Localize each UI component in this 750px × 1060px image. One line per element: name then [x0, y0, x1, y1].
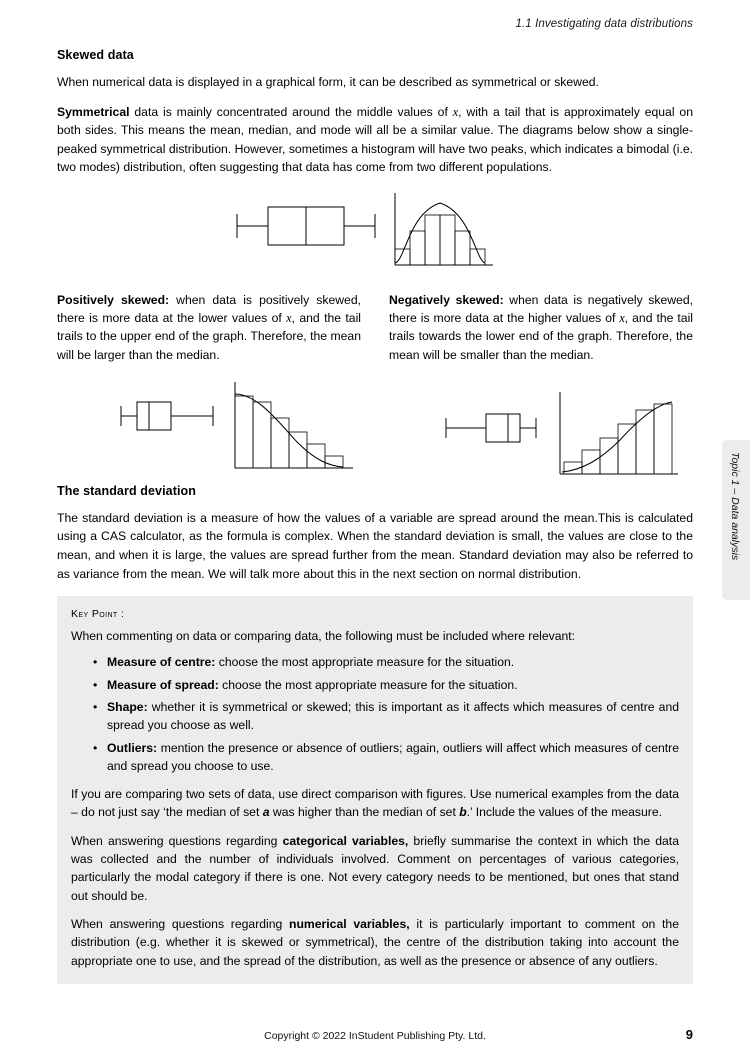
- key-point-bullet-list: [71, 653, 679, 775]
- categorical-variables-term: categorical variables,: [282, 833, 409, 848]
- bullet-lead: Outliers:: [107, 740, 158, 755]
- bullet-text: whether it is symmetrical or skewed; this is important as it affects which measures of centre and spread you choose as well.: [107, 700, 679, 733]
- list-item: [107, 653, 679, 671]
- copyright-notice: Copyright © 2022 InStudent Publishing Pty. Ltd.: [264, 1030, 486, 1042]
- negatively-skewed-column: [389, 291, 693, 364]
- numerical-text-2: it is particularly important to comment on the distribution (e.g. whether it is skewed or symmetrical), the centre of the distribution taking into account the appropriate one to use, and the spread of the distribution, as well as the presence or absence of any outliers.: [71, 916, 679, 968]
- positively-skewed-figure: [117, 374, 357, 478]
- categorical-text-1: When answering questions regarding: [71, 833, 283, 848]
- key-point-intro: When commenting on data or comparing data, the following must be included where relevant:: [71, 629, 576, 644]
- categorical-text-2: briefly summarise the context in which the data was collected and the number of individuals involved. Comment on percentages of various categories, particularly the modal category if there is one. Not every category needs to be mentioned, but ones that stand out should be.: [71, 833, 679, 903]
- positively-skewed-text-2: , and the tail trails to the upper end of the graph. Therefore, the mean will be larger than the median.: [57, 311, 361, 362]
- figure-skew-diagrams: [57, 374, 693, 484]
- bullet-lead: Measure of spread:: [107, 677, 219, 692]
- negatively-skewed-text-1: when data is negatively skewed, there is more data at the higher values of: [389, 292, 693, 326]
- page-content: [57, 48, 693, 984]
- paragraph-intro: When numerical data is displayed in a graphical form, it can be described as symmetrical or skewed.: [57, 75, 599, 89]
- skew-descriptions: [57, 291, 693, 364]
- page-number: 9: [685, 1027, 693, 1042]
- key-point-paragraph-comparison: [71, 785, 679, 822]
- comparison-set-a: a: [262, 805, 270, 820]
- bullet-text: choose the most appropriate measure for the situation.: [215, 655, 515, 670]
- negatively-skewed-lead: Negatively skewed:: [389, 292, 504, 307]
- bullet-text: mention the presence or absence of outliers; again, outliers will affect which measures of centre and spread you choose to use.: [107, 740, 679, 773]
- bullet-lead: Measure of centre:: [107, 655, 216, 670]
- list-item: [107, 698, 679, 735]
- key-point-box: [57, 596, 693, 984]
- side-tab-label: Topic 1 – Data analysis: [729, 452, 741, 561]
- negatively-skewed-variable: x: [619, 311, 625, 326]
- paragraph-symmetrical: [57, 103, 693, 177]
- positively-skewed-column: [57, 291, 361, 364]
- list-item: [107, 739, 679, 776]
- negatively-skewed-text-2: , and the tail trails towards the lower end of the graph. Therefore, the mean will be smaller than the median.: [389, 311, 693, 362]
- symmetrical-lead: Symmetrical: [57, 104, 130, 119]
- key-point-paragraph-numerical: [71, 915, 679, 970]
- negatively-skewed-paragraph: [389, 291, 693, 364]
- comparison-set-b: b: [459, 805, 467, 820]
- symmetrical-boxplot-figure: [234, 199, 378, 253]
- positively-skewed-lead: Positively skewed:: [57, 292, 170, 307]
- positively-skewed-paragraph: [57, 291, 361, 364]
- figure-symmetrical-distribution: [57, 191, 693, 275]
- bullet-lead: Shape:: [107, 700, 148, 714]
- symmetrical-histogram-figure: [387, 191, 499, 271]
- positively-skewed-variable: x: [286, 311, 292, 326]
- page-footer: [0, 1027, 750, 1042]
- bullet-text: choose the most appropriate measure for the situation.: [218, 677, 518, 692]
- negatively-skewed-figure: [442, 374, 682, 478]
- symmetrical-text-1: data is mainly concentrated around the middle values of: [129, 104, 453, 119]
- numerical-variables-term: numerical variables,: [289, 916, 410, 931]
- list-item: [107, 676, 679, 694]
- positively-skewed-text-1: when data is positively skewed, there is more data at the lower values of: [57, 292, 361, 326]
- paragraph-standard-deviation: The standard deviation is a measure of how the values of a variable are spread around the mean.This is calculated using a CAS calculator, as the formula is complex. When the standard deviation is small, the values are close to the mean, and when it is large, the values are spread further from the mean. Standard deviation may also be referred to as variance from the mean. We will talk more about this in the next section on normal distribution.: [57, 510, 693, 581]
- symmetrical-text-2: , with a tail that is approximately equal on both sides. This means the mean, median, and mode will all be a similar value. The diagrams below show a single-peaked symmetrical distribution. However, sometimes a histogram will have two peaks, which indicates a bimodal (i.e. two modes) distribution, often suggesting that data has come from two different populations.: [57, 104, 693, 175]
- section-heading-standard-deviation: The standard deviation: [57, 483, 197, 498]
- comparison-text-1: If you are comparing two sets of data, use direct comparison with figures. Use numerical examples from the data – do not just say ‘the median of set: [71, 787, 679, 820]
- running-head: 1.1 Investigating data distributions: [515, 18, 693, 30]
- symmetrical-variable: x: [452, 104, 459, 119]
- section-heading-skewed-data: Skewed data: [57, 48, 134, 62]
- comparison-text-2: was higher than the median of set: [269, 805, 460, 820]
- numerical-text-1: When answering questions regarding: [71, 916, 290, 931]
- key-point-paragraph-categorical: [71, 832, 679, 905]
- key-point-label: Key Point :: [71, 608, 125, 621]
- comparison-text-3: .’ Include the values of the measure.: [466, 805, 663, 820]
- side-tab-topic: [722, 440, 750, 600]
